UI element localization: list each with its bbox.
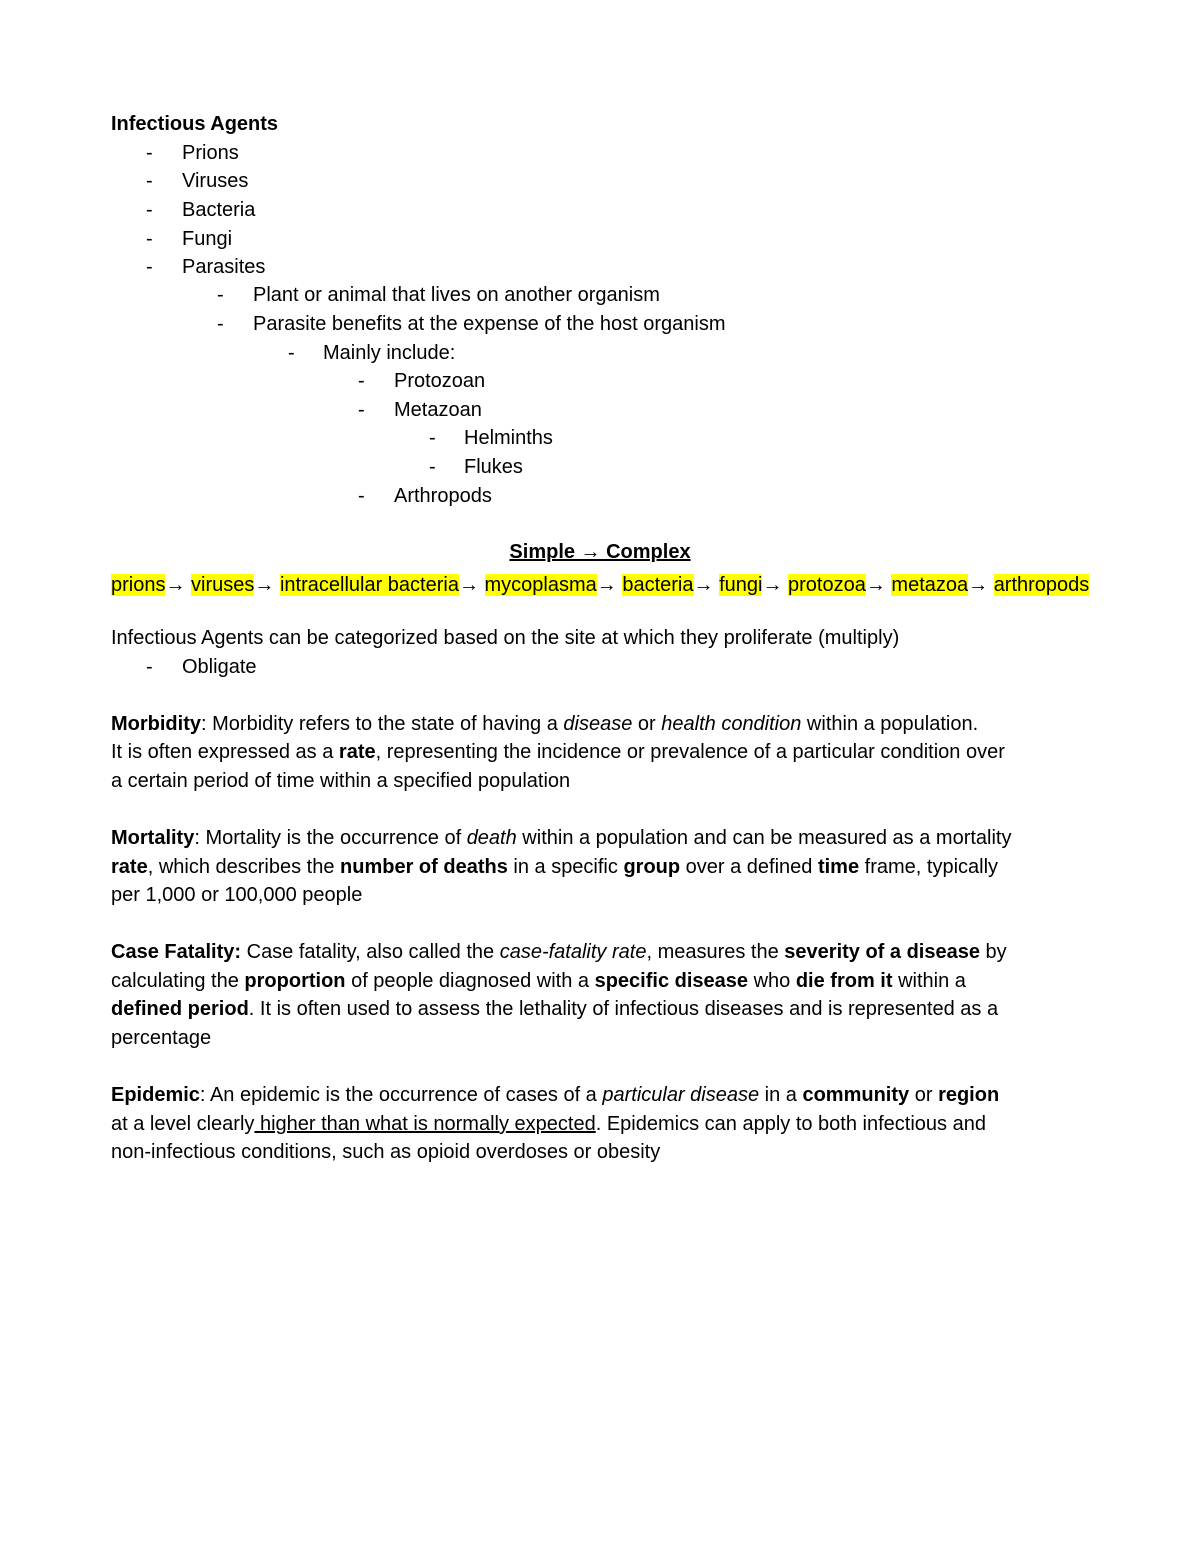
text-run: number of deaths	[340, 856, 508, 878]
text-run: within a	[892, 970, 966, 992]
text-run: :	[201, 713, 213, 735]
arrow-icon: →	[458, 574, 479, 596]
complexity-chain	[111, 573, 1089, 597]
text-run: rate	[111, 856, 148, 878]
list-dash: -	[146, 199, 153, 221]
text-run: rate	[338, 741, 376, 763]
text-run: frame, typically	[859, 856, 999, 878]
list-item-flukes: Flukes	[464, 456, 523, 478]
section-heading-infectious-agents: Infectious Agents	[111, 113, 279, 135]
term-mortality: Mortality	[111, 827, 195, 849]
list-item-parasites: Parasites	[182, 256, 266, 278]
list-dash: -	[429, 427, 436, 449]
chain-item-fungi: fungi	[719, 574, 763, 596]
list-dash: -	[429, 456, 436, 478]
term-case-fatality: Case Fatality:	[111, 941, 242, 963]
text-run: disease	[563, 713, 633, 735]
text-run: Morbidity refers to the state of having a	[212, 713, 564, 735]
list-dash: -	[358, 399, 365, 421]
list-item-parasite-detail-2: Parasite benefits at the expense of the host organism	[253, 313, 726, 335]
list-dash: -	[217, 313, 224, 335]
chain-item-prions: prions	[111, 574, 166, 596]
text-run: at a level clearly	[111, 1113, 255, 1135]
text-run: die from it	[795, 970, 893, 992]
text-run: case-fatality rate	[499, 941, 647, 963]
text-run: in a	[759, 1084, 803, 1106]
text-run: by	[979, 941, 1007, 963]
text-run: non-infectious conditions, such as opioid overdoses or obesity	[111, 1141, 661, 1163]
chain-item-intracellular-bacteria: intracellular bacteria	[279, 574, 459, 596]
list-item-fungi: Fungi	[182, 228, 233, 250]
list-item-protozoan: Protozoan	[394, 370, 486, 392]
list-item-parasite-detail-1: Plant or animal that lives on another organism	[253, 284, 660, 306]
arrow-icon: →	[693, 574, 714, 596]
text-run: per 1,000 or 100,000 people	[111, 884, 363, 906]
arrow-icon: →	[165, 574, 186, 596]
chain-item-mycoplasma: mycoplasma	[484, 574, 597, 596]
text-run: region	[938, 1084, 1000, 1106]
list-item-obligate: Obligate	[182, 656, 257, 678]
text-run: . Epidemics can apply to both infectious and	[595, 1113, 986, 1135]
simple-complex-heading: Simple → Complex	[509, 541, 691, 563]
text-run: , representing the incidence or prevalence of a particular condition over	[375, 741, 1005, 763]
text-run: :	[199, 1084, 210, 1106]
text-run: Mortality is the occurrence of	[205, 827, 467, 849]
text-run: death	[466, 827, 517, 849]
text-run: or	[909, 1084, 939, 1106]
chain-item-metazoa: metazoa	[891, 574, 969, 596]
arrow-icon: →	[968, 574, 989, 596]
text-run: calculating the	[111, 970, 245, 992]
term-epidemic: Epidemic	[111, 1084, 200, 1106]
list-dash: -	[146, 256, 153, 278]
text-run: It is often expressed as a	[111, 741, 339, 763]
text-run: :	[194, 827, 206, 849]
text-run: community	[802, 1084, 910, 1106]
text-run: proportion	[244, 970, 346, 992]
list-dash: -	[146, 656, 153, 678]
text-run: over a defined	[680, 856, 818, 878]
chain-item-viruses: viruses	[191, 574, 255, 596]
list-dash: -	[146, 170, 153, 192]
list-dash: -	[217, 284, 224, 306]
list-item-bacteria: Bacteria	[182, 199, 256, 221]
text-run: or	[632, 713, 662, 735]
text-run: , measures the	[646, 941, 785, 963]
arrow-icon: →	[596, 574, 617, 596]
list-item-metazoan: Metazoan	[394, 399, 482, 421]
text-run: Case fatality, also called the	[241, 941, 500, 963]
text-run: An epidemic is the occurrence of cases of a	[209, 1084, 603, 1106]
text-run: a certain period of time within a specified population	[111, 770, 571, 792]
text-run: group	[623, 856, 681, 878]
term-morbidity: Morbidity	[111, 713, 201, 735]
text-run: percentage	[111, 1027, 212, 1049]
text-run: particular disease	[602, 1084, 760, 1106]
chain-item-arthropods: arthropods	[993, 574, 1090, 596]
list-item-helminths: Helminths	[464, 427, 553, 449]
list-dash: -	[358, 485, 365, 507]
list-dash: -	[288, 342, 295, 364]
text-run: health condition	[661, 713, 802, 735]
text-run: who	[748, 970, 796, 992]
text-run: in a specific	[507, 856, 624, 878]
arrow-icon: →	[762, 574, 783, 596]
list-item-arthropods: Arthropods	[394, 485, 492, 507]
text-run: specific disease	[594, 970, 749, 992]
list-dash: -	[146, 142, 153, 164]
chain-item-protozoa: protozoa	[788, 574, 866, 596]
text-run: time	[817, 856, 860, 878]
list-item-prions: Prions	[182, 142, 239, 164]
text-run: of people diagnosed with a	[345, 970, 595, 992]
text-run: severity of a disease	[784, 941, 980, 963]
arrow-icon: →	[865, 574, 886, 596]
arrow-icon: →	[254, 574, 275, 596]
text-run: , which describes the	[147, 856, 341, 878]
text-run: within a population and can be measured as a mortality	[516, 827, 1012, 849]
text-run: defined period	[111, 998, 249, 1020]
chain-item-bacteria: bacteria	[622, 574, 694, 596]
text-run: within a population.	[801, 713, 979, 735]
list-dash: -	[146, 228, 153, 250]
categorized-text: Infectious Agents can be categorized based on the site at which they proliferate (multiply)	[111, 627, 900, 649]
list-item-mainly-include: Mainly include:	[323, 342, 456, 364]
text-run: . It is often used to assess the lethality of infectious diseases and is represented as a	[248, 998, 999, 1020]
list-dash: -	[358, 370, 365, 392]
list-item-viruses: Viruses	[182, 170, 249, 192]
text-run: higher than what is normally expected	[254, 1113, 596, 1135]
